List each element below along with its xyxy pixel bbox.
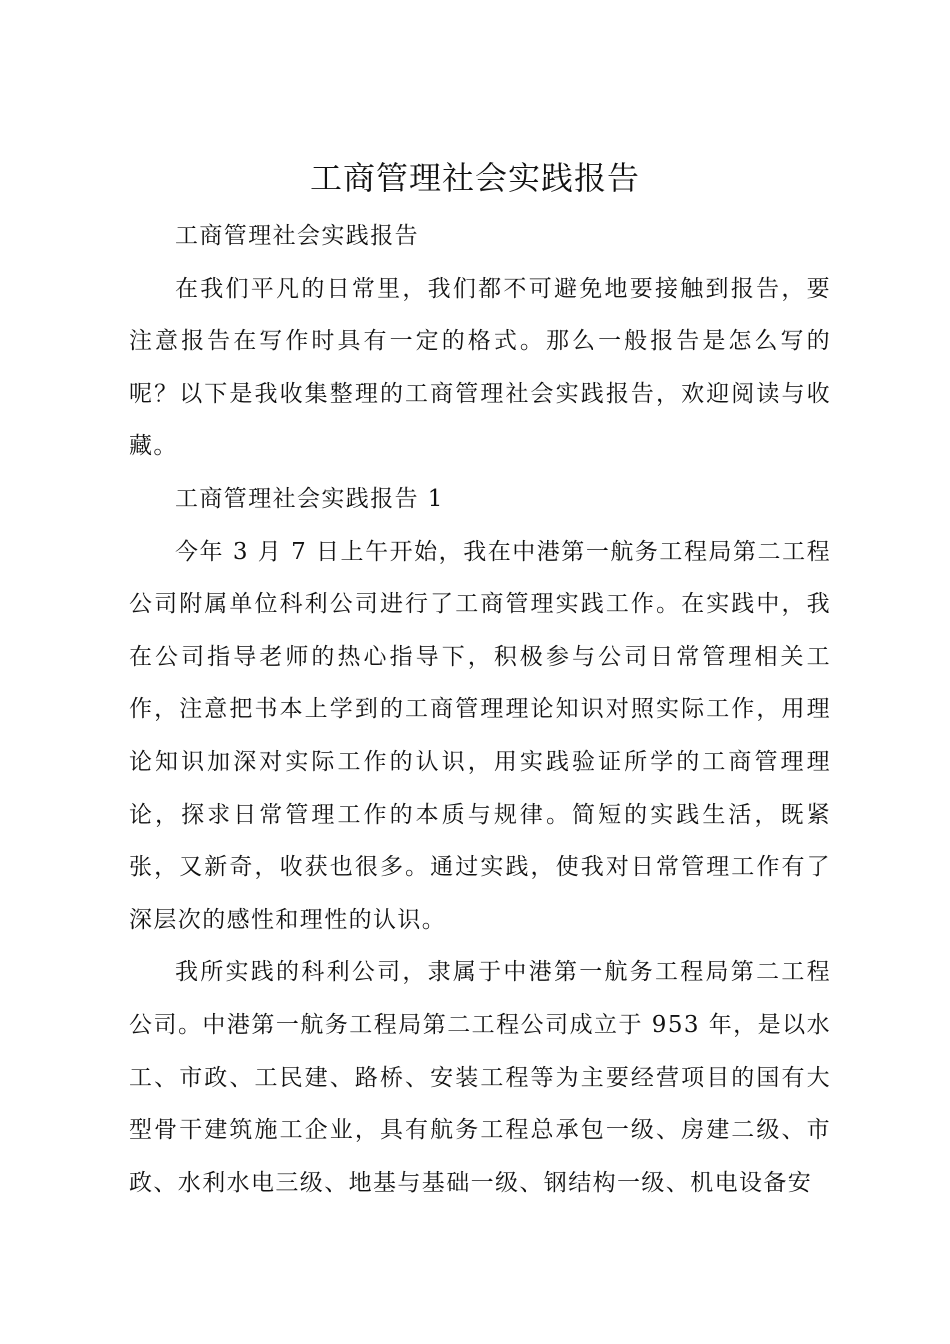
body-paragraph: 我所实践的科利公司，隶属于中港第一航务工程局第二工程公司。中港第一航务工程局第二工程公司成立于 953 年，是以水工、市政、工民建、路桥、安装工程等为主要经营项目的国有大型骨干建筑施工企业，具有航务工程总承包一级、房建二级、市政、水利水电三级、地基与基础一级、钢结构一级、机电设备安 bbox=[129, 959, 831, 1196]
document-title: 工商管理社会实践报告 bbox=[309, 159, 640, 197]
intro-paragraph: 在我们平凡的日常里，我们都不可避免地要接触到报告，要注意报告在写作时具有一定的格式。那么一般报告是怎么写的呢？以下是我收集整理的工商管理社会实践报告，欢迎阅读与收藏。 bbox=[129, 275, 831, 460]
document-body bbox=[129, 210, 831, 1209]
subtitle-paragraph: 工商管理社会实践报告 bbox=[175, 223, 419, 249]
section-heading: 工商管理社会实践报告 1 bbox=[175, 485, 444, 512]
body-paragraph: 今年 3 月 7 日上午开始，我在中港第一航务工程局第二工程公司附属单位科利公司进行了工商管理实践工作。在实践中，我在公司指导老师的热心指导下，积极参与公司日常管理相关工作，注意把书本上学到的工商管理理论知识对照实际工作，用理论知识加深对实际工作的认识，用实践验证所学的工商管理理论，探求日常管理工作的本质与规律。简短的实践生活，既紧张，又新奇，收获也很多。通过实践，使我对日常管理工作有了深层次的感性和理性的认识。 bbox=[129, 538, 831, 933]
